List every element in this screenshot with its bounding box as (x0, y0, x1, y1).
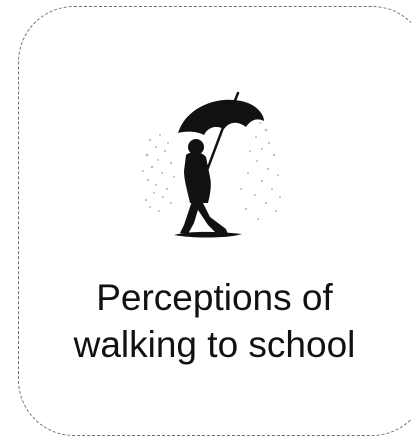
caption-line-2: walking to school (73, 324, 356, 365)
person-walking-with-umbrella-in-rain-icon (138, 85, 288, 250)
caption-line-1: Perceptions of (96, 277, 333, 318)
card-caption (18, 274, 411, 368)
